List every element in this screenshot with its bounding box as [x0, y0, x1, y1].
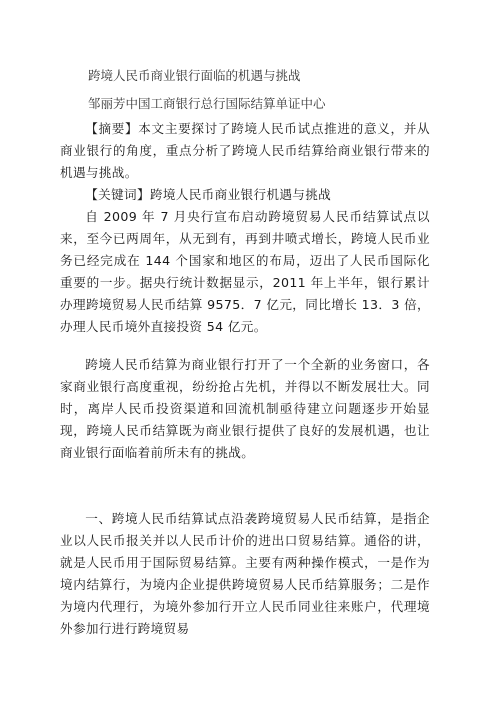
- body-paragraph-2: 跨境人民币结算为商业银行打开了一个全新的业务窗口，各家商业银行高度重视，纷纷抢占先机，并得以不断发展壮大。同时，离岸人民币投资渠道和回流机制亟待建立问题逐步开始显现，跨境人民币结算既为商业银行提供了良好的发展机遇，也让商业银行面临着前所未有的挑战。: [60, 357, 430, 460]
- document-title: 跨境人民币商业银行面临的机遇与挑战: [88, 68, 301, 83]
- body-paragraph-1: 自 2009 年 7 月央行宣布启动跨境贸易人民币结算试点以来，至今已两周年，从无到有，再到井喷式增长，跨境人民币业务已经完成在 144 个国家和地区的布局，迈出了人民币国际化重要的一步。据央行统计数据显示，2011 年上半年，银行累计办理跨境贸易人民币结算 9575．7 亿元，同比增长 13．3 倍，办理人民币境外直接投资 54 亿元。: [60, 209, 430, 334]
- abstract-paragraph: 【摘要】本文主要探讨了跨境人民币试点推进的意义，并从商业银行的角度，重点分析了跨境人民币结算给商业银行带来的机遇与挑战。: [60, 121, 430, 180]
- author-line: 邹丽芳中国工商银行总行国际结算单证中心: [88, 96, 326, 111]
- keywords-paragraph: 【关键词】跨境人民币商业银行机遇与挑战: [85, 187, 332, 202]
- body-paragraph-3: 一、跨境人民币结算试点沿袭跨境贸易人民币结算，是指企业以人民币报关并以人民币计价的进出口贸易结算。通俗的讲，就是人民币用于国际贸易结算。主要有两种操作模式，一是作为境内结算行，为境内企业提供跨境贸易人民币结算服务；二是作为境内代理行，为境外参加行开立人民币同业往来账户，代理境外参加行进行跨境贸易: [60, 511, 430, 636]
